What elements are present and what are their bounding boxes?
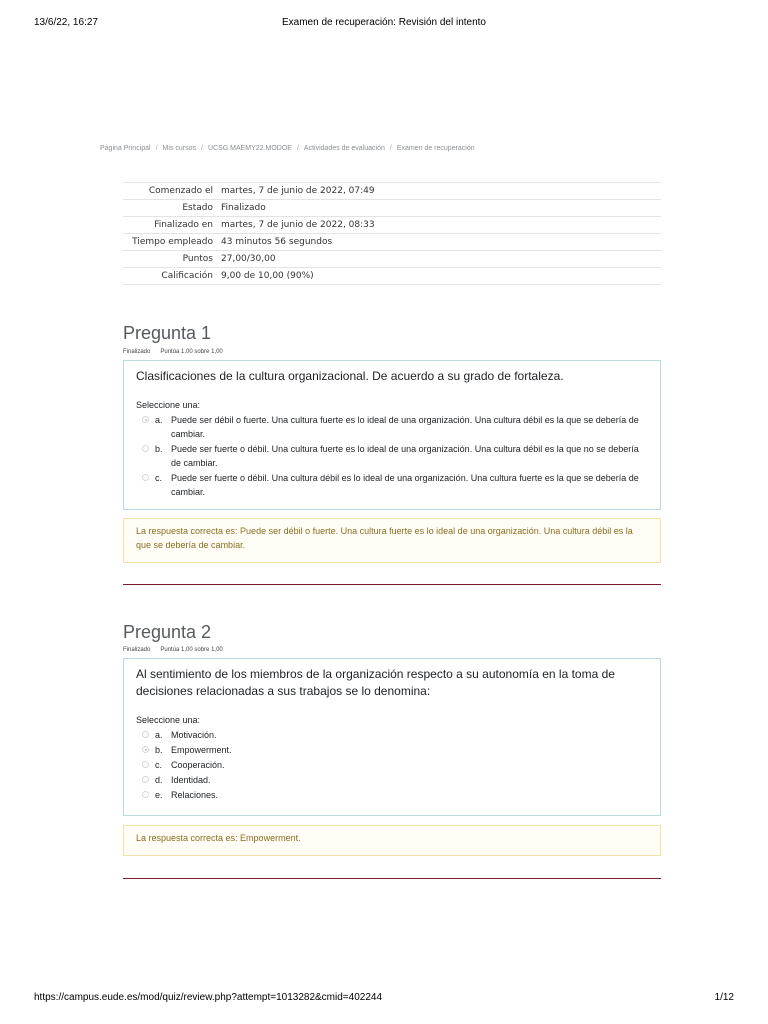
- summary-value: 27,00/30,00: [217, 251, 661, 268]
- summary-value: martes, 7 de junio de 2022, 08:33: [217, 217, 661, 234]
- summary-label: Puntos: [123, 251, 217, 268]
- answer-letter: c.: [155, 760, 163, 770]
- answer-option-b[interactable]: [136, 442, 648, 470]
- question-1-content: [123, 360, 661, 510]
- answer-options: [136, 728, 648, 802]
- summary-value: martes, 7 de junio de 2022, 07:49: [217, 183, 661, 200]
- answer-text: Relaciones.: [171, 790, 219, 800]
- summary-row: [123, 268, 661, 285]
- question-status: Finalizado: [123, 647, 151, 653]
- question-2-title: Pregunta 2: [123, 622, 212, 642]
- answer-text: Motivación.: [171, 730, 217, 740]
- radio-icon[interactable]: [142, 761, 149, 768]
- summary-row: [123, 200, 661, 217]
- attempt-summary-table: [123, 182, 661, 285]
- select-one-label: Seleccione una:: [136, 400, 201, 410]
- answer-text: Identidad.: [171, 775, 211, 785]
- print-title: Examen de recuperación: Revisión del intento: [281, 17, 486, 28]
- question-text: Al sentimiento de los miembros de la organización respecto a su autonomía en la toma de decisiones relacionadas a sus trabajos se lo denomina:: [136, 667, 615, 698]
- question-points: Puntúa 1,00 sobre 1,00: [160, 349, 223, 355]
- question-1-info: [123, 349, 223, 355]
- radio-icon[interactable]: [142, 731, 149, 738]
- answer-options: [136, 413, 648, 499]
- answer-letter: c.: [155, 473, 163, 483]
- radio-icon[interactable]: [142, 776, 149, 783]
- radio-icon[interactable]: [142, 445, 149, 452]
- breadcrumb-section-link[interactable]: Actividades de evaluación: [303, 145, 385, 152]
- summary-value: 9,00 de 10,00 (90%): [217, 268, 661, 285]
- answer-option-c[interactable]: [136, 758, 648, 772]
- print-date: 13/6/22, 16:27: [34, 17, 98, 28]
- summary-label: Calificación: [123, 268, 217, 285]
- answer-text: Puede ser fuerte o débil. Una cultura fuerte es lo ideal de una organización. Una cultura débil es la que no se debería de cambiar.: [171, 444, 639, 468]
- question-divider: [123, 878, 661, 879]
- question-1-feedback: La respuesta correcta es: Puede ser débil o fuerte. Una cultura fuerte es lo ideal de una organización. Una cultura débil es la que se debería de cambiar.: [123, 518, 661, 563]
- radio-icon[interactable]: [142, 474, 149, 481]
- question-2-feedback: La respuesta correcta es: Empowerment.: [123, 825, 661, 856]
- summary-row: [123, 183, 661, 200]
- radio-selected-icon[interactable]: [142, 416, 149, 423]
- answer-letter: b.: [155, 745, 163, 755]
- summary-value: 43 minutos 56 segundos: [217, 234, 661, 251]
- print-footer: [34, 992, 734, 1006]
- question-divider: [123, 584, 661, 585]
- summary-label: Tiempo empleado: [123, 234, 217, 251]
- question-2-content: [123, 658, 661, 816]
- answer-text: Puede ser fuerte o débil. Una cultura débil es lo ideal de una organización. Una cultura fuerte es la que se debería de cambiar.: [171, 473, 639, 497]
- radio-icon[interactable]: [142, 791, 149, 798]
- answer-option-d[interactable]: [136, 773, 648, 787]
- summary-label: Finalizado en: [123, 217, 217, 234]
- answer-text: Puede ser débil o fuerte. Una cultura fuerte es lo ideal de una organización. Una cultura débil es la que se debería de cambiar.: [171, 415, 639, 439]
- breadcrumb-course-link[interactable]: UCSG.MAEMY22.MODOE: [207, 145, 292, 152]
- question-1-title: Pregunta 1: [123, 323, 212, 343]
- page-number: 1/12: [714, 992, 734, 1003]
- answer-letter: b.: [155, 444, 163, 454]
- question-status: Finalizado: [123, 349, 151, 355]
- answer-text: Cooperación.: [171, 760, 225, 770]
- answer-option-c[interactable]: [136, 471, 648, 499]
- print-header: [34, 17, 734, 31]
- answer-letter: a.: [155, 730, 163, 740]
- question-2-info: [123, 647, 223, 653]
- answer-letter: e.: [155, 790, 163, 800]
- question-text: Clasificaciones de la cultura organizacional. De acuerdo a su grado de fortaleza.: [136, 369, 564, 383]
- answer-text: Empowerment.: [171, 745, 232, 755]
- question-points: Puntúa 1,00 sobre 1,00: [160, 647, 223, 653]
- radio-selected-icon[interactable]: [142, 746, 149, 753]
- select-one-label: Seleccione una:: [136, 715, 201, 725]
- summary-row: [123, 217, 661, 234]
- answer-letter: a.: [155, 415, 163, 425]
- breadcrumb: Página Principal / Mis cursos / UCSG.MAEMY22.MODOE / Actividades de evaluación / Examen de recuperación: [100, 145, 475, 152]
- breadcrumb-quiz-link[interactable]: Examen de recuperación: [396, 145, 475, 152]
- answer-option-e[interactable]: [136, 788, 648, 802]
- answer-option-b[interactable]: [136, 743, 648, 757]
- summary-row: [123, 251, 661, 268]
- summary-value: Finalizado: [217, 200, 661, 217]
- summary-row: [123, 234, 661, 251]
- answer-option-a[interactable]: [136, 413, 648, 441]
- answer-letter: d.: [155, 775, 163, 785]
- summary-label: Comenzado el: [123, 183, 217, 200]
- print-url: https://campus.eude.es/mod/quiz/review.php?attempt=1013282&cmid=402244: [34, 992, 383, 1003]
- answer-option-a[interactable]: [136, 728, 648, 742]
- summary-label: Estado: [123, 200, 217, 217]
- breadcrumb-courses-link[interactable]: Mis cursos: [162, 145, 196, 152]
- breadcrumb-home-link[interactable]: Página Principal: [100, 145, 151, 152]
